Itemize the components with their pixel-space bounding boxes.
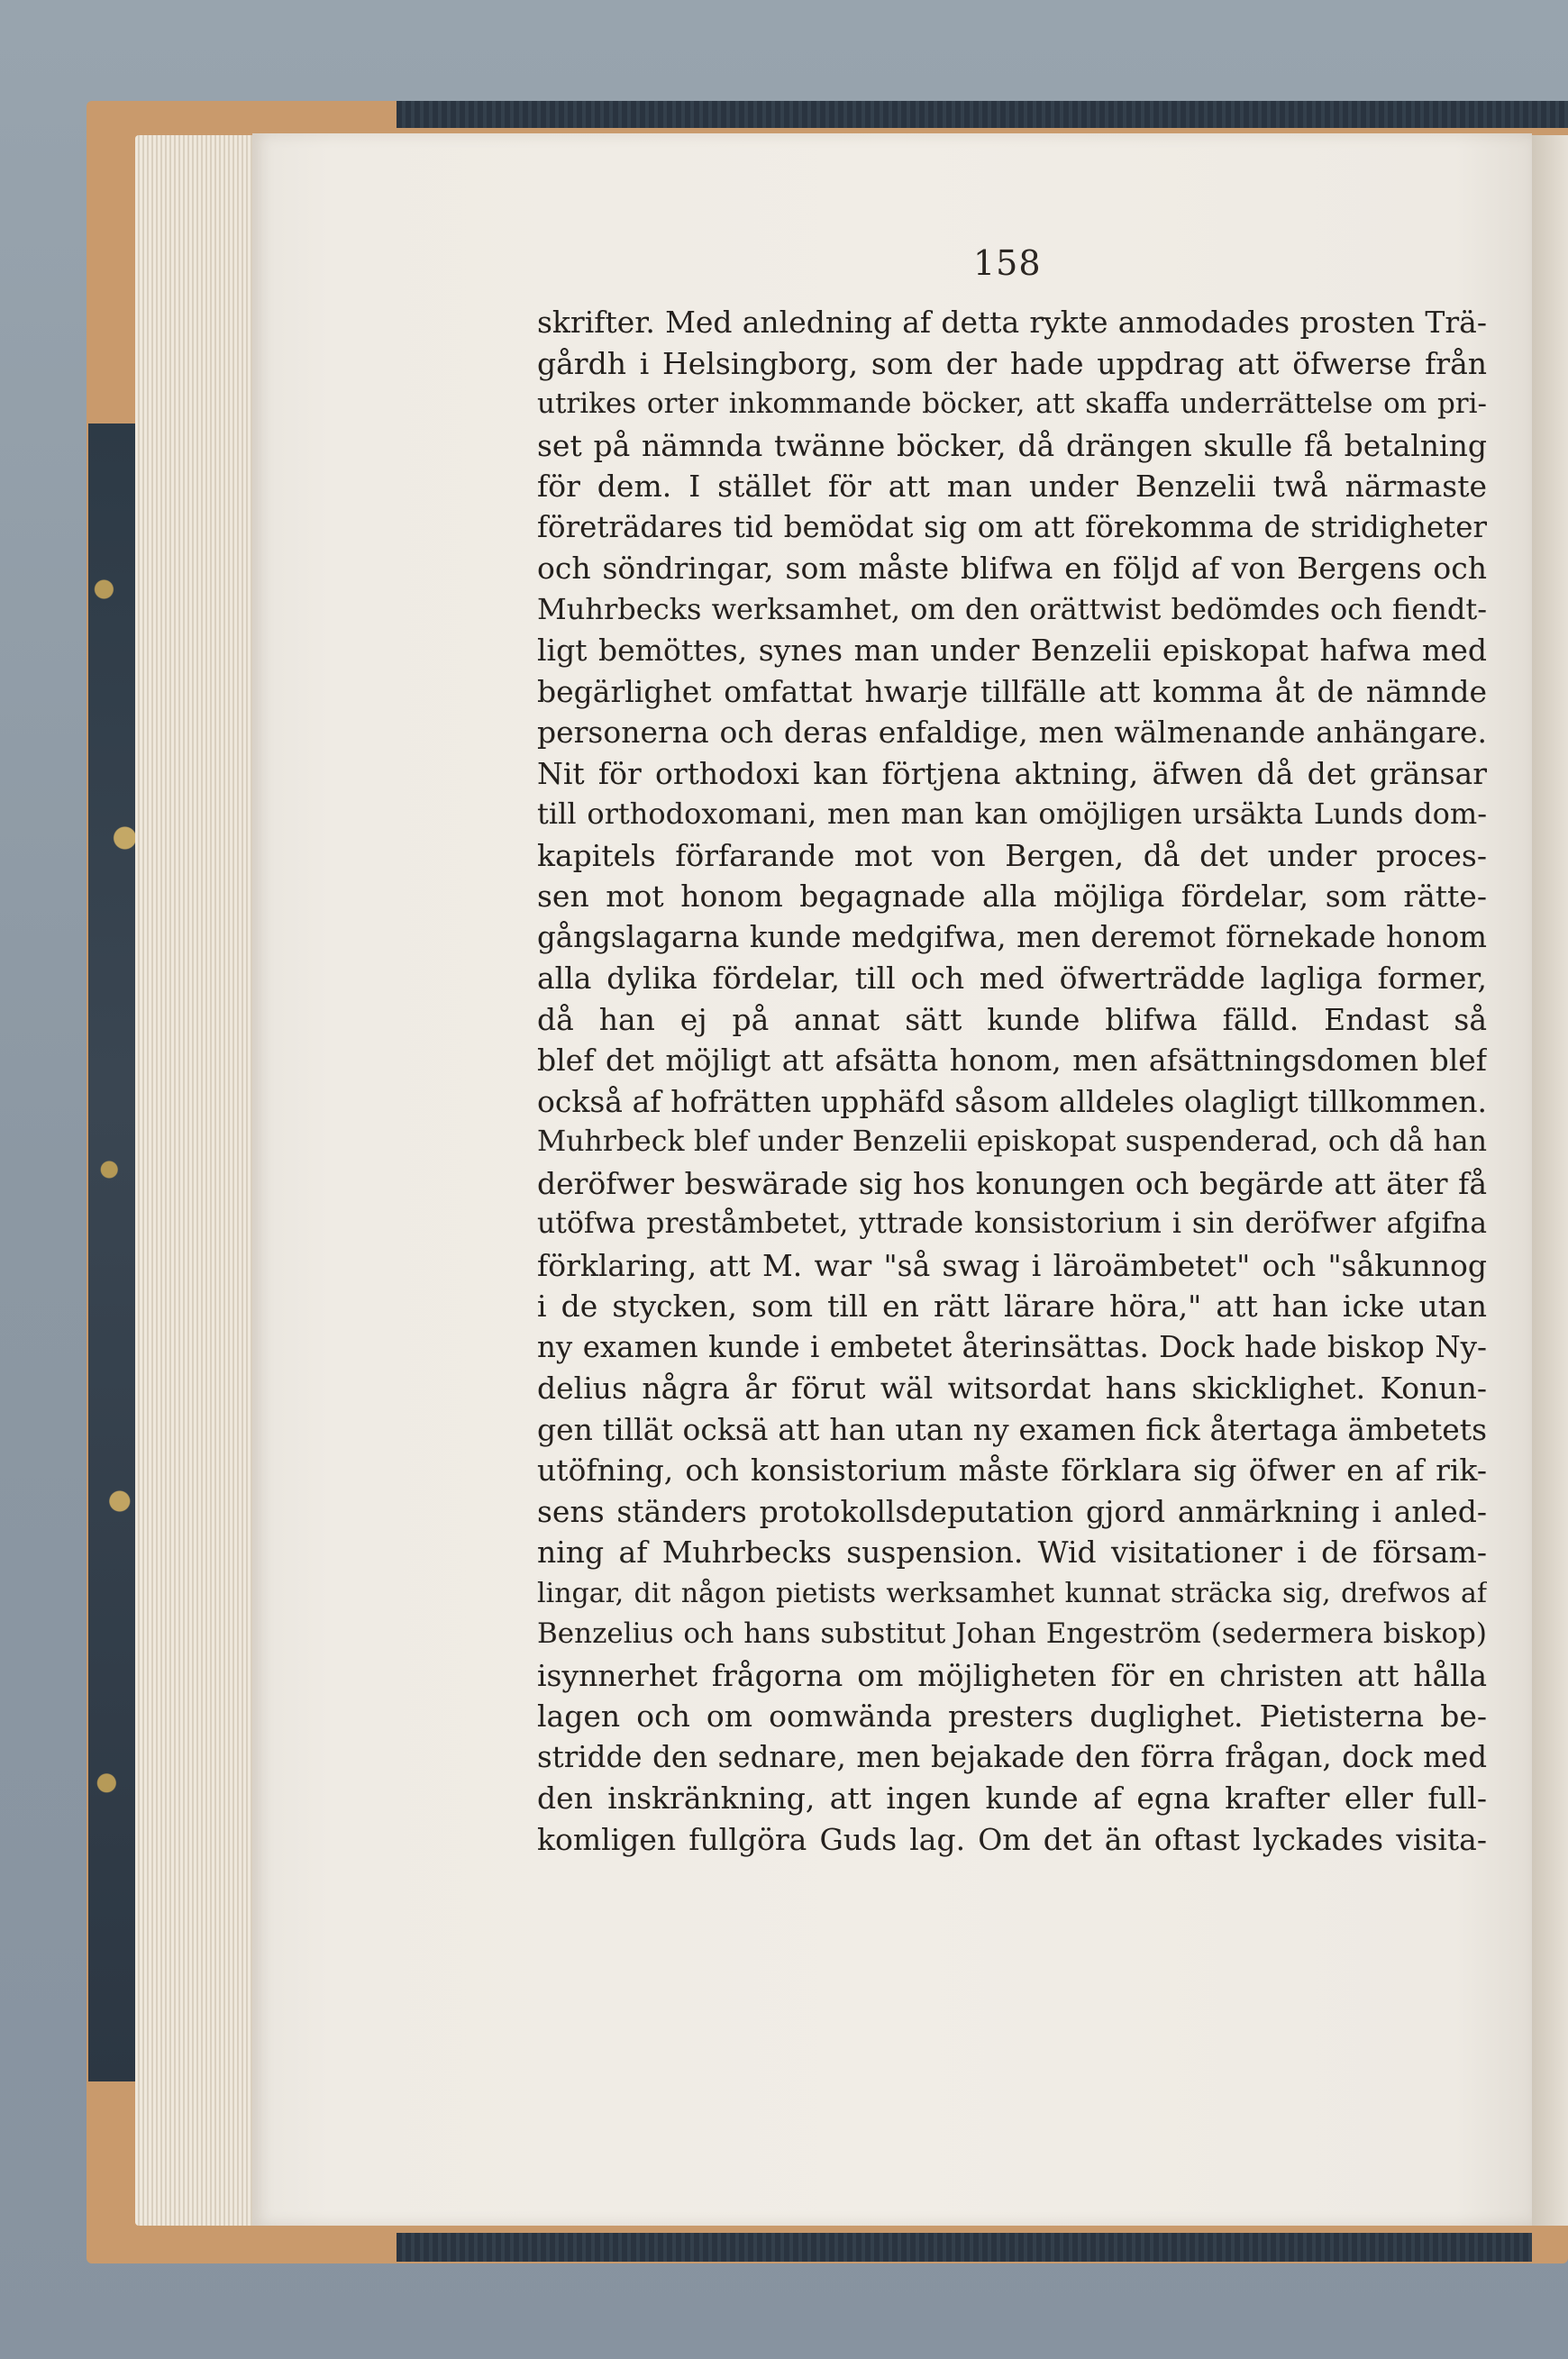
text-line: Nit för orthodoxi kan förtjena aktning, äfwen då det gränsar	[537, 755, 1487, 791]
text-line: Muhrbecks werksamhet, om den orättwist bedömdes och fiendt-	[537, 591, 1487, 626]
text-line: ning af Muhrbecks suspension. Wid visitationer i de försam-	[537, 1535, 1487, 1570]
page-body-text	[537, 302, 1487, 1860]
marbled-spine	[88, 424, 141, 2081]
text-line: set på nämnda twänne böcker, då drängen skulle få betalning	[537, 427, 1487, 463]
text-line: deröfwer beswärade sig hos konungen och begärde att äter få	[537, 1165, 1487, 1201]
text-line: lagen och om oomwända presters duglighet. Pietisterna be-	[537, 1699, 1487, 1734]
text-line: kapitels förfarande mot von Bergen, då det under proces-	[537, 837, 1487, 873]
text-line: delius några år förut wäl witsordat hans skicklighet. Konun-	[537, 1371, 1487, 1406]
text-line: alla dylika fördelar, till och med öfwerträdde lagliga former,	[537, 961, 1487, 996]
text-line: gångslagarna kunde medgifwa, men deremot förnekade honom	[537, 919, 1487, 954]
cloth-edge-top	[397, 101, 1568, 128]
page-number: 158	[973, 243, 1042, 283]
text-line: Benzelius och hans substitut Johan Engeström (sedermera biskop)	[537, 1617, 1487, 1650]
text-line: och söndringar, som måste blifwa en följd af von Bergens och	[537, 551, 1487, 586]
text-line: utrikes orter inkommande böcker, att skaffa underrättelse om pri-	[537, 387, 1487, 420]
text-line: lingar, dit någon pietists werksamhet kunnat sträcka sig, drefwos af	[537, 1577, 1487, 1609]
text-line: också af hofrätten upphäfd såsom alldeles olagligt tillkommen.	[537, 1083, 1487, 1119]
text-line: stridde den sednare, men bejakade den förra frågan, dock med	[537, 1739, 1487, 1774]
text-line: skrifter. Med anledning af detta rykte anmodades prosten Trä-	[537, 305, 1487, 340]
text-line: i de stycken, som till en rätt lärare höra," att han icke utan	[537, 1289, 1487, 1324]
text-line: ligt bemöttes, synes man under Benzelii episkopat hafwa med	[537, 633, 1487, 668]
text-line: till orthodoxomani, men man kan omöjligen ursäkta Lunds dom-	[537, 797, 1487, 831]
text-line: ny examen kunde i embetet återinsättas. Dock hade biskop Ny-	[537, 1329, 1487, 1364]
text-line: Muhrbeck blef under Benzelii episkopat suspenderad, och då han	[537, 1125, 1487, 1158]
text-line: sens ständers protokollsdeputation gjord anmärkning i anled-	[537, 1493, 1487, 1529]
text-line: begärlighet omfattat hwarje tillfälle att komma åt de nämnde	[537, 673, 1487, 709]
text-line: blef det möjligt att afsätta honom, men afsättningsdomen blef	[537, 1043, 1487, 1078]
text-line: för dem. I stället för att man under Benzelii twå närmaste	[537, 469, 1487, 504]
text-line: isynnerhet frågorna om möjligheten för en christen att hålla	[537, 1657, 1487, 1693]
text-line: sen mot honom begagnade alla möjliga fördelar, som rätte-	[537, 879, 1487, 914]
text-line: gen tillät ocksä att han utan ny examen fick återtaga ämbetets	[537, 1411, 1487, 1447]
text-line: då han ej på annat sätt kunde blifwa fälld. Endast så	[537, 1001, 1487, 1037]
text-line: förklaring, att M. war "så swag i läroämbetet" och "såkunnog	[537, 1247, 1487, 1283]
cloth-edge-bottom	[397, 2233, 1532, 2262]
text-line: företrädares tid bemödat sig om att förekomma de stridigheter	[537, 509, 1487, 544]
text-line: komligen fullgöra Guds lag. Om det än oftast lyckades visita-	[537, 1821, 1487, 1857]
text-line: gårdh i Helsingborg, som der hade uppdrag att öfwerse från	[537, 345, 1487, 381]
facing-page-edge	[1532, 135, 1568, 2226]
text-line: utöfwa preståmbetet, yttrade konsistorium i sin deröfwer afgifna	[537, 1207, 1487, 1240]
text-line: personerna och deras enfaldige, men wälmenande anhängare.	[537, 715, 1487, 750]
text-line: utöfning, och konsistorium måste förklara sig öfwer en af rik-	[537, 1453, 1487, 1488]
text-line: den inskränkning, att ingen kunde af egna krafter eller full-	[537, 1781, 1487, 1816]
